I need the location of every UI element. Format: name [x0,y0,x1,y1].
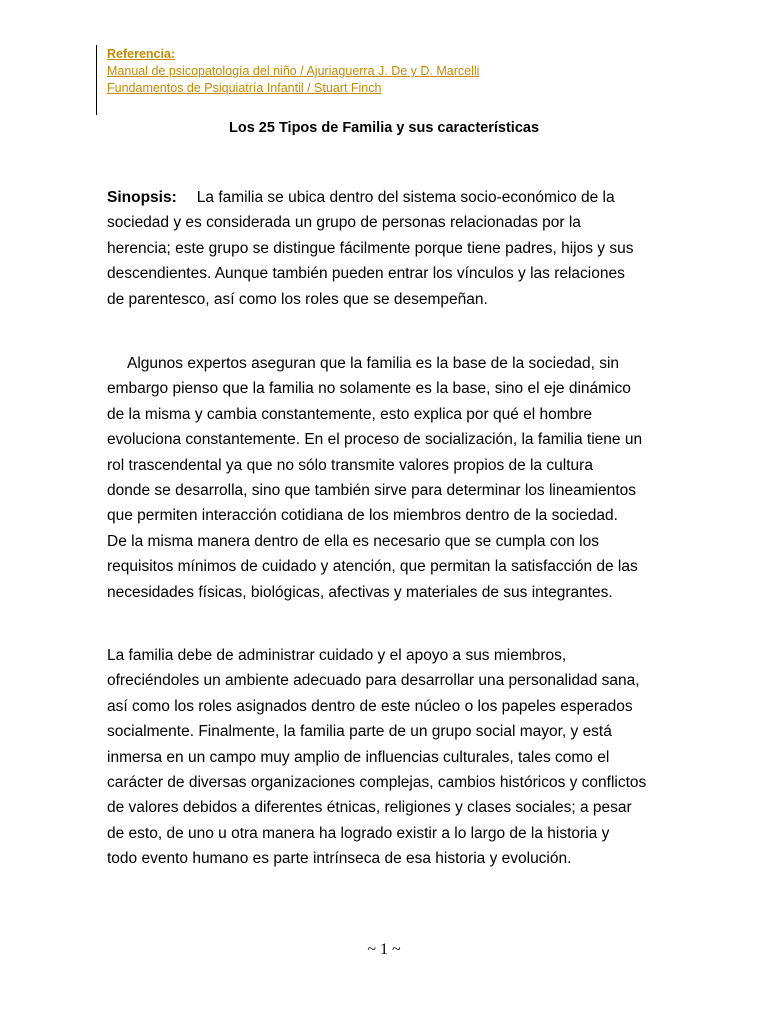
line-text: Algunos expertos aseguran que la familia es la base de la sociedad, sin [127,355,620,372]
paragraph-line: carácter de diversas organizaciones complejas, cambios históricos y conflictos [107,774,647,792]
paragraph-line: inmersa en un campo muy amplio de influencias culturales, tales como el [107,748,610,766]
reference-margin-bar [96,45,97,115]
paragraph-line [107,185,667,210]
paragraph-line: de valores debidos a diferentes étnicas, religiones y clases sociales; a pesar [107,799,632,817]
sinopsis-label: Sinopsis: [107,189,177,206]
reference-block [107,46,479,97]
paragraph-line: de parentesco, así como los roles que se desempeñan. [107,290,488,308]
paragraph-line: sociedad y es considerada un grupo de personas relacionadas por la [107,214,581,232]
reference-heading: Referencia: [107,47,176,61]
paragraph-line: rol trascendental ya que no sólo transmite valores propios de la cultura [107,456,593,474]
reference-source-link[interactable]: Fundamentos de Psiquiatría Infantil / Stuart Finch [107,81,382,95]
paragraph-line: socialmente. Finalmente, la familia parte de un grupo social mayor, y está [107,723,612,741]
paragraph-family-care [107,643,667,872]
paragraph-line: herencia; este grupo se distingue fácilmente porque tiene padres, hijos y sus [107,239,634,257]
paragraph-line: donde se desarrolla, sino que también sirve para determinar los lineamientos [107,482,637,500]
paragraph-line: de la misma y cambia constantemente, esto explica por qué el hombre [107,405,593,423]
paragraph-line: necesidades físicas, biológicas, afectivas y materiales de sus integrantes. [107,583,613,601]
paragraph-experts [107,351,667,605]
paragraph-line: así como los roles asignados dentro de este núcleo o los papeles esperados [107,697,633,715]
paragraph-line: requisitos mínimos de cuidado y atención, que permitan la satisfacción de las [107,558,638,576]
paragraph-line: embargo pienso que la familia no solamente es la base, sino el eje dinámico [107,380,631,398]
paragraph-line: descendientes. Aunque también pueden entrar los vínculos y las relaciones [107,265,625,283]
page-number: ~ 1 ~ [367,941,401,958]
paragraph-line: de esto, de uno u otra manera ha logrado existir a lo largo de la historia y [107,824,610,842]
paragraph-line: evoluciona constantemente. En el proceso de socialización, la familia tiene un [107,431,643,449]
paragraph-line: De la misma manera dentro de ella es necesario que se cumpla con los [107,532,599,550]
paragraph-line [107,351,667,376]
document-title: Los 25 Tipos de Familia y sus características [228,120,540,136]
paragraph-line: que permiten interacción cotidiana de los miembros dentro de la sociedad. [107,507,618,525]
line-text: La familia se ubica dentro del sistema socio-económico de la [196,189,615,206]
reference-source-link[interactable]: Manual de psicopatología del niño / Ajuriaguerra J. De y D. Marcelli [107,64,480,78]
paragraph-line: La familia debe de administrar cuidado y el apoyo a sus miembros, [107,647,567,664]
paragraph-line: ofreciéndoles un ambiente adecuado para desarrollar una personalidad sana, [107,672,640,690]
paragraph-sinopsis [107,185,667,312]
paragraph-line: todo evento humano es parte intrínseca de esa historia y evolución. [107,850,572,868]
